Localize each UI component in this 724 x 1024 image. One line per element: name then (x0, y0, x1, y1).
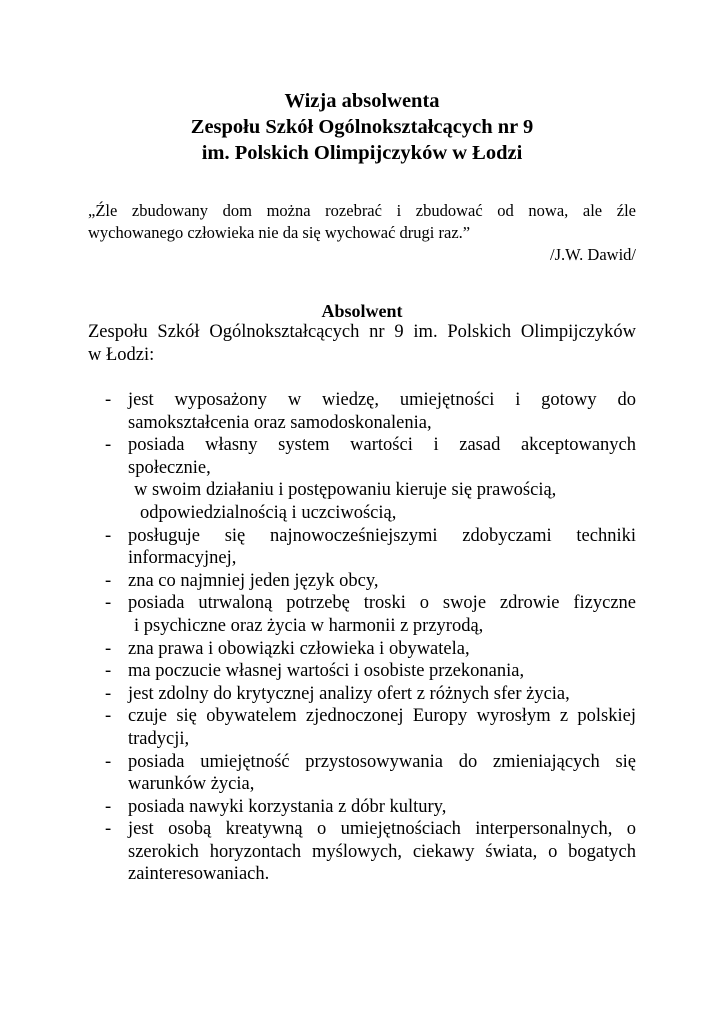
list-item-line: warunków życia, (128, 774, 255, 795)
title-line: im. Polskich Olimpijczyków w Łodzi (201, 142, 523, 164)
quote-line: „Źle zbudowany dom można rozebrać i zbudować od nowa, ale źle (88, 201, 636, 220)
list-item-line: posługuje się najnowocześniejszymi zdobyczami techniki (128, 525, 636, 546)
list-item-line: informacyjnej, (128, 548, 237, 569)
list-dash: - (105, 390, 112, 410)
list-item-line: zna co najmniej jeden język obcy, (128, 570, 379, 591)
list-item-line: jest osobą kreatywną o umiejętnościach interpersonalnych, o (128, 819, 636, 840)
list-dash: - (105, 593, 112, 614)
list-item (88, 389, 636, 434)
document-title (0, 88, 724, 166)
list-dash: - (105, 706, 112, 727)
list-item-line: i psychiczne oraz życia w harmonii z przyrodą, (134, 615, 484, 636)
list-item-no-dash (88, 479, 636, 524)
list-item-line: posiada umiejętność przystosowywania do zmieniających się (128, 751, 636, 772)
list-item (88, 638, 636, 661)
list-item (88, 683, 636, 706)
list-dash: - (105, 570, 112, 591)
list-item-line: jest zdolny do krytycznej analizy ofert z różnych sfer życia, (128, 683, 570, 704)
title-line: Zespołu Szkół Ogólnokształcących nr 9 (190, 116, 534, 138)
list-item (88, 434, 636, 479)
list-dash: - (105, 435, 112, 456)
list-item-line: czuje się obywatelem zjednoczonej Europy wyrosłym z polskiej (128, 706, 636, 727)
intro-line: w Łodzi: (88, 345, 155, 365)
list-item (88, 525, 636, 570)
list-item-line: samokształcenia oraz samodoskonalenia, (128, 412, 432, 433)
intro-paragraph (88, 321, 636, 367)
list-dash: - (105, 751, 112, 772)
quote-block (88, 200, 636, 266)
list-dash: - (105, 683, 112, 704)
list-item-line: szerokich horyzontach myślowych, ciekawy świata, o bogatych (128, 841, 636, 862)
list-item (88, 796, 636, 819)
list-item-line: w swoim działaniu i postępowaniu kieruje się prawością, (134, 480, 557, 501)
list-item-line: zna prawa i obowiązki człowieka i obywatela, (128, 638, 470, 659)
list-item-line: posiada nawyki korzystania z dóbr kultury, (128, 796, 447, 817)
list-dash: - (105, 661, 112, 682)
list-item-line: jest wyposażony w wiedzę, umiejętności i gotowy do (128, 390, 636, 410)
graduate-traits-list (88, 389, 636, 886)
list-item-line: posiada własny system wartości i zasad akceptowanych (128, 435, 636, 456)
list-item-line: posiada utrwaloną potrzebę troski o swoje zdrowie fizyczne (128, 593, 636, 614)
list-item (88, 818, 636, 886)
list-item (88, 570, 636, 593)
quote-author: /J.W. Dawid/ (549, 245, 636, 264)
list-item-line: odpowiedzialnością i uczciwością, (140, 502, 397, 523)
list-item (88, 660, 636, 683)
list-item-line: tradycji, (128, 728, 190, 749)
list-item (88, 705, 636, 750)
list-dash: - (105, 638, 112, 659)
section-heading: Absolwent (321, 301, 403, 321)
list-item-line: społecznie, (128, 457, 211, 478)
list-item (88, 751, 636, 796)
title-line: Wizja absolwenta (284, 90, 440, 112)
list-dash: - (105, 525, 112, 546)
list-item-line: ma poczucie własnej wartości i osobiste przekonania, (128, 661, 525, 682)
quote-line: wychowanego człowieka nie da się wychować drugi raz.” (88, 223, 471, 242)
list-item (88, 592, 636, 637)
list-dash: - (105, 819, 112, 840)
list-item-line: zainteresowaniach. (128, 864, 270, 885)
list-dash: - (105, 796, 112, 817)
intro-line: Zespołu Szkół Ogólnokształcących nr 9 im. Polskich Olimpijczyków (88, 322, 636, 342)
